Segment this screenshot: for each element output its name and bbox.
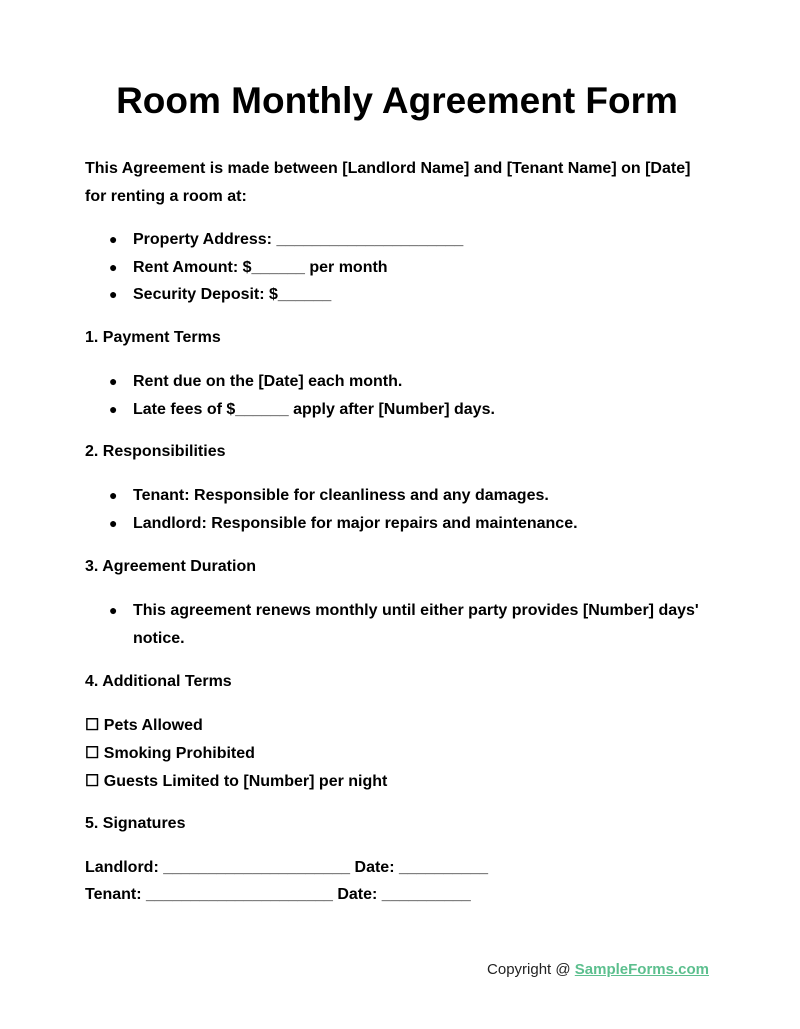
copyright-prefix: Copyright @ [487, 961, 575, 978]
rent-amount: Rent Amount: $______ per month [133, 258, 388, 276]
list-item [85, 368, 715, 396]
late-fees-text: Late fees of $______ apply after [Number] days. [133, 400, 495, 418]
list-item [85, 254, 715, 282]
section-heading-signatures: 5. Signatures [85, 815, 186, 832]
list-item [85, 597, 715, 652]
section-heading-payment-terms: 1. Payment Terms [85, 329, 221, 346]
intro-paragraph: This Agreement is made between [Landlord Name] and [Tenant Name] on [Date] for renting a room at: [85, 160, 691, 205]
bullet-icon: ● [109, 373, 118, 389]
payment-terms-list [85, 368, 715, 423]
checkbox-guests-limited[interactable]: ☐ Guests Limited to [Number] per night [85, 773, 388, 790]
checkbox-smoking-prohibited[interactable]: ☐ Smoking Prohibited [85, 745, 255, 762]
list-item [85, 281, 715, 309]
bullet-icon: ● [109, 514, 118, 531]
list-item [85, 396, 715, 424]
tenant-responsibility: Tenant: Responsible for cleanliness and any damages. [133, 487, 549, 504]
bullet-icon: ● [109, 400, 118, 417]
bullet-icon: ● [109, 602, 118, 618]
copyright-footer [487, 960, 709, 980]
additional-terms-checklist [85, 712, 387, 796]
bullet-icon: ● [109, 231, 118, 247]
list-item [85, 510, 715, 538]
section-heading-agreement-duration: 3. Agreement Duration [85, 558, 256, 575]
tenant-signature-line: Tenant: _____________________ Date: __________ [85, 886, 471, 903]
landlord-responsibility: Landlord: Responsible for major repairs and maintenance. [133, 514, 578, 532]
list-item [85, 482, 715, 510]
renewal-text: This agreement renews monthly until either party provides [Number] days' notice. [133, 602, 699, 647]
rent-due-text: Rent due on the [Date] each month. [133, 373, 403, 390]
bullet-icon: ● [109, 487, 118, 503]
bullet-icon: ● [109, 286, 118, 302]
sampleforms-link[interactable]: SampleForms.com [574, 961, 709, 978]
property-list [85, 226, 715, 309]
bullet-icon: ● [109, 258, 118, 275]
section-heading-responsibilities: 2. Responsibilities [85, 443, 226, 460]
landlord-signature-line: Landlord: _____________________ Date: __________ [85, 859, 488, 876]
responsibilities-list [85, 482, 715, 537]
checkbox-pets-allowed[interactable]: ☐ Pets Allowed [85, 717, 203, 734]
property-address: Property Address: _____________________ [133, 231, 464, 248]
list-item [85, 226, 715, 254]
duration-list [85, 597, 715, 652]
signature-lines [85, 854, 488, 908]
security-deposit: Security Deposit: $______ [133, 286, 332, 303]
section-heading-additional-terms: 4. Additional Terms [85, 673, 232, 690]
page-title: Room Monthly Agreement Form [116, 80, 678, 121]
